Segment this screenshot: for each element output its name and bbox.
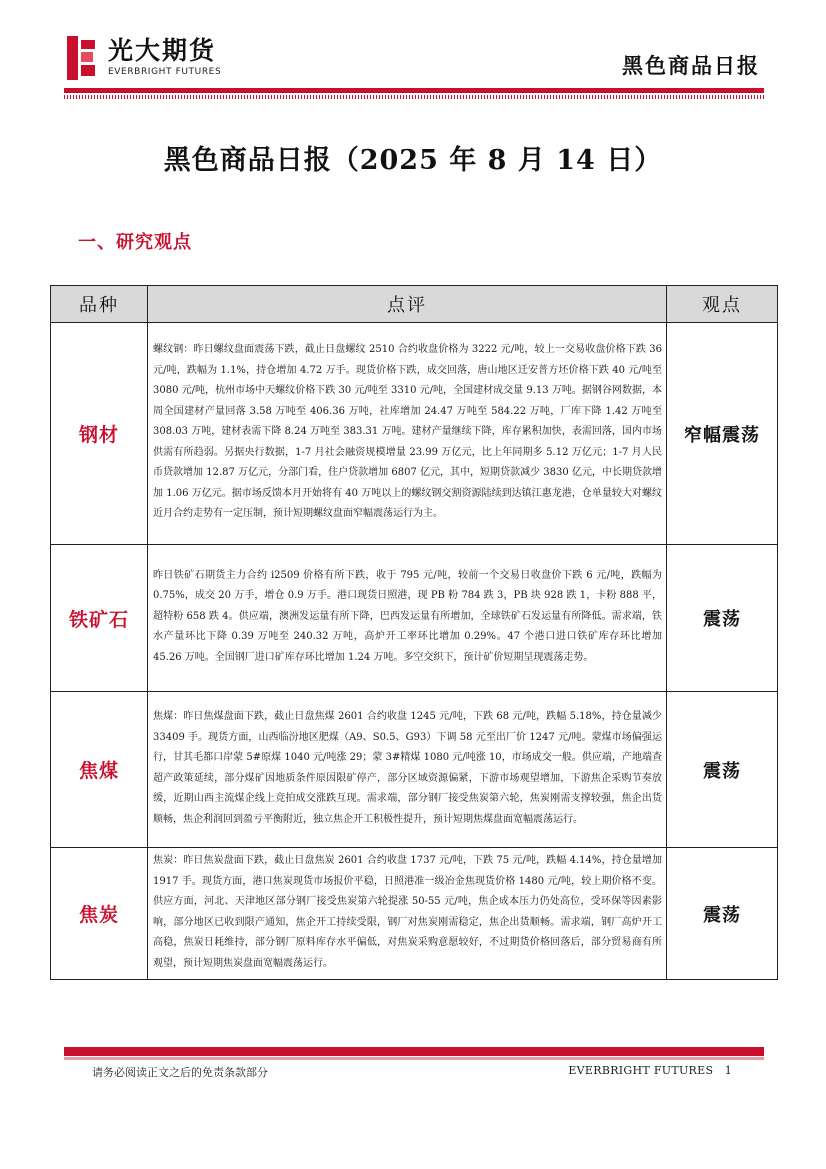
product-comment: 焦煤：昨日焦煤盘面下跌，截止日盘焦煤 2601 合约收盘 1245 元/吨，下跌 68 元/吨，跌幅 5.18%，持仓量减少 33409 手。现货方面，山西临汾地区肥煤（A9、S0.5、G93）下调 58 元至出厂价 1247 元/吨。蒙煤市场偏强运行，甘其毛都口岸蒙 5#原煤 1040 元/吨涨 29；蒙 3#精煤 1080 元/吨涨 10，市场成交一般。供应端，产地端查超产政策延续，部分煤矿因地质条件原因限矿停产，部分区域资源偏紧，下游市场观望增加，下游焦企采购节奏放缓，近期山西主流煤企线上竞拍成交涨跌互现。需求端，部分钢厂接受焦炭第六轮，焦炭刚需支撑较强，焦企出货顺畅，焦企利润回到盈亏平衡附近，独立焦企开工积极性提升，预计短期焦煤盘面宽幅震荡运行。 [148, 692, 667, 848]
logo-chinese-name: 光大期货 [108, 36, 217, 65]
footer-company-page [568, 1064, 732, 1077]
product-view: 震荡 [667, 692, 778, 848]
product-name: 铁矿石 [51, 545, 148, 692]
header-report-name: 黑色商品日报 [622, 54, 760, 78]
research-table [50, 285, 778, 980]
product-view: 震荡 [667, 545, 778, 692]
footer-disclaimer: 请务必阅读正文之后的免责条款部分 [92, 1066, 268, 1079]
header-product: 品种 [51, 286, 148, 323]
report-title: 黑色商品日报（2025 年 8 月 14 日） [163, 145, 663, 176]
header-view: 观点 [667, 286, 778, 323]
header-comment: 点评 [148, 286, 667, 323]
product-name: 钢材 [51, 323, 148, 545]
table-header-row [51, 286, 778, 323]
product-comment: 螺纹钢：昨日螺纹盘面震荡下跌，截止日盘螺纹 2510 合约收盘价格为 3222 元/吨，较上一交易收盘价格下跌 36 元/吨，跌幅为 1.1%，持仓增加 4.72 万手。现货价格下跌，成交回落，唐山地区迁安普方坯价格下跌 40 元/吨至 3080 元/吨，杭州市场中天螺纹价格下跌 30 元/吨至 3310 元/吨，全国建材成交量 9.13 万吨。据钢谷网数据，本周全国建材产量回落 3.58 万吨至 406.36 万吨，社库增加 24.47 万吨至 584.22 万吨，厂库下降 1.42 万吨至 308.03 万吨，建材表需下降 8.24 万吨至 383.31 万吨。建材产量继续下降，库存累积加快，表需回落，国内市场供需有所趋弱。另据央行数据，1-7 月社会融资规模增量 23.99 万亿元，比上年同期多 5.12 万亿元；1-7 月人民币贷款增加 12.87 万亿元，分部门看，住户贷款增加 6807 亿元，其中，短期贷款减少 3830 亿元，中长期贷款增加 1.06 万亿元。据市场反馈本月开始将有 40 万吨以上的螺纹钢交割资源陆续到达镇江惠龙港，仓单量较大对螺纹近月合约走势有一定压制，预计短期螺纹盘面窄幅震荡运行为主。 [148, 323, 667, 545]
header-divider [64, 88, 764, 93]
footer-divider [64, 1047, 764, 1060]
section-heading: 一、研究观点 [78, 232, 192, 253]
product-name: 焦煤 [51, 692, 148, 848]
table-row [51, 848, 778, 980]
logo-english-name: EVERBRIGHT FUTURES [108, 67, 222, 77]
header-divider-dots [64, 95, 764, 99]
page-number: 1 [724, 1064, 732, 1077]
product-name: 焦炭 [51, 848, 148, 980]
table-row [51, 323, 778, 545]
footer-company: EVERBRIGHT FUTURES [568, 1064, 714, 1077]
company-logo [64, 36, 236, 82]
product-view: 震荡 [667, 848, 778, 980]
everbright-logo-icon [64, 36, 96, 80]
table-row [51, 545, 778, 692]
product-view: 窄幅震荡 [667, 323, 778, 545]
product-comment: 焦炭：昨日焦炭盘面下跌，截止日盘焦炭 2601 合约收盘 1737 元/吨，下跌 75 元/吨，跌幅 4.14%，持仓量增加 1917 手。现货方面，港口焦炭现货市场报价平稳，日照港准一级冶金焦现货价格 1480 元/吨，较上期价格不变。供应方面，河北、天津地区部分钢厂接受焦炭第六轮提涨 50-55 元/吨，焦企成本压力仍处高位，受环保等因素影响，部分地区已收到限产通知，焦企开工持续受限，钢厂对焦炭刚需稳定，焦企出货顺畅。需求端，钢厂高炉开工高稳，焦炭日耗维持，部分钢厂原料库存水平偏低，对焦炭采购意愿较好，不过期货价格回落后，部分贸易商有所观望，预计短期焦炭盘面宽幅震荡运行。 [148, 848, 667, 980]
table-row [51, 692, 778, 848]
product-comment: 昨日铁矿石期货主力合约 i2509 价格有所下跌，收于 795 元/吨，较前一个交易日收盘价下跌 6 元/吨，跌幅为 0.75%，成交 20 万手，增仓 0.9 万手。港口现货日照港，现 PB 粉 784 跌 3，PB 块 928 跌 1，卡粉 888 平，超特粉 658 跌 4。供应端，澳洲发运量有所下降，巴西发运量有所增加，全球铁矿石发运量有所降低。需求端，铁水产量环比下降 0.39 万吨至 240.32 万吨，高炉开工率环比增加 0.29%。47 个港口进口铁矿库存环比增加 45.26 万吨。全国钢厂进口矿库存环比增加 1.24 万吨。多空交织下，预计矿价短期呈现震荡走势。 [148, 545, 667, 692]
